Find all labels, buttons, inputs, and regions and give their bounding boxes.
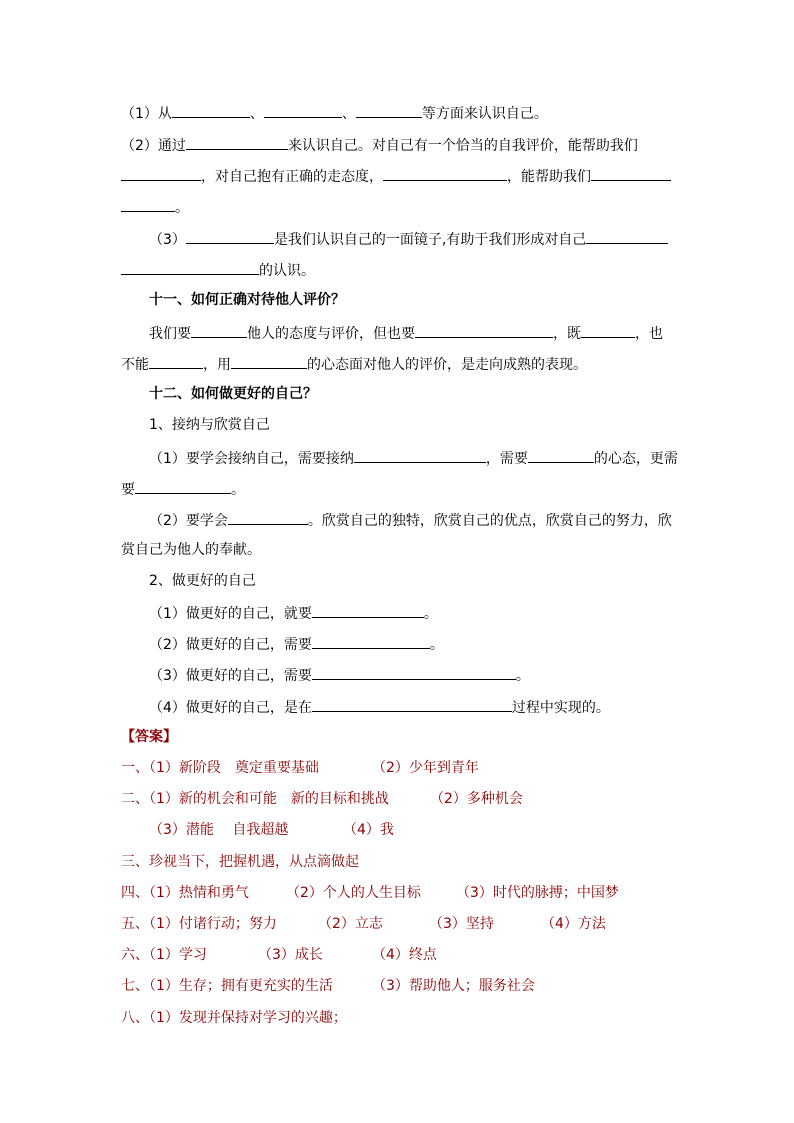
q12-1-2-line2: 赏自己为他人的奉献。 [121,542,261,558]
item-number: （4） [149,700,186,716]
answer-line-7 [121,976,535,996]
answer-blank [231,353,307,369]
answer-text: 八、（1）发现并保持对学习的兴趣； [121,1010,347,1026]
text-segment: ，既 [553,326,581,342]
text-segment: 的心态面对他人的评价，是走向成熟的表现。 [307,357,587,373]
answer-blank [121,259,259,275]
q10-2-line3 [121,196,189,216]
text-segment: 做更好的自己，需要 [185,668,312,684]
answer-blank [172,102,250,118]
text-segment: 我们要 [149,326,191,342]
answer-blank [191,322,247,338]
answer-blank [186,134,288,150]
answer-blank [186,228,274,244]
text-segment: 过程中实现的。 [511,700,610,716]
answer-text: 五、（1）付诸行动；努力 [121,916,277,932]
text-segment: 。 [231,482,245,498]
answer-blank [528,447,594,463]
answer-text: （4）方法 [541,916,606,932]
answer-line-1 [121,758,479,778]
answer-blank [312,633,430,649]
answer-text: 六、（1）学习 [121,947,207,963]
text-segment: ，需要 [485,451,528,467]
text-segment: 、 [249,106,264,122]
answer-blank [264,102,342,118]
text-segment: 。 [175,200,189,216]
text-segment: 做更好的自己，是在 [185,700,312,716]
answer-line-3 [121,852,359,872]
answer-line-2 [121,789,523,809]
answer-text: （3）时代的脉搏；中国梦 [456,885,619,901]
answer-text: 一、（1）新阶段 奠定重要基础 [121,760,319,776]
answer-text: （2）少年到青年 [372,760,479,776]
text-segment: ，对自己抱有正确的走态度， [201,169,383,185]
answer-blank [415,322,553,338]
answer-text: 四、（1）热情和勇气 [121,885,249,901]
q10-3-line2 [121,259,315,279]
q12-2-4-line [149,696,610,716]
answer-line-2b [149,820,394,840]
text-segment: 做更好的自己，就要 [185,606,312,622]
text-segment: 要 [121,482,135,498]
answer-text: （3）帮助他人；服务社会 [372,978,535,994]
q12-1-2-line1 [149,509,672,529]
text-segment: 要学会接纳自己，需要接纳 [185,451,354,467]
answer-text: 三、珍视当下，把握机遇，从点滴做起 [121,854,359,870]
section-heading-11: 十一、如何正确对待他人评价？ [149,292,345,308]
text-segment: 等方面来认识自己。 [421,106,548,122]
q12-2-3-line [149,664,530,684]
answer-text: （3）成长 [258,947,323,963]
text-segment: 是我们认识自己的一面镜子,有助于我们形成对自己 [273,232,587,248]
answer-text: （2）多种机会 [430,791,523,807]
answer-blank [121,196,175,212]
answers-title: 【答案】 [121,729,177,745]
text-segment: 。 [423,606,438,622]
text-segment: ，能帮助我们 [507,169,591,185]
item-number: （3） [149,232,186,248]
section-heading-12: 十二、如何做更好的自己？ [149,386,317,402]
text-segment: 他人的态度与评价，但也要 [247,326,415,342]
text-segment: 不能 [121,357,149,373]
q10-3-line1 [149,228,668,248]
text-segment: 通过 [157,138,186,154]
q12-2-2-line [149,633,444,653]
text-segment: ，也 [635,326,663,342]
answer-blank [586,228,668,244]
text-segment: 要学会 [185,513,228,529]
answer-text: 二、（1）新的机会和可能 新的目标和挑战 [121,791,389,807]
q10-1-line [121,102,548,122]
text-segment: 、 [341,106,356,122]
text-segment: 的心态，更需 [593,451,678,467]
item-number: （1） [149,606,186,622]
item-number: （3） [149,668,186,684]
q10-2-line1 [121,134,638,154]
q11-line1 [149,322,663,342]
q10-2-line2 [121,165,671,185]
answer-text: （3）坚持 [429,916,494,932]
answer-line-8 [121,1008,347,1028]
text-segment: 。 [429,637,444,653]
answer-blank [149,353,203,369]
text-segment: 。欣赏自己的独特，欣赏自己的优点，欣赏自己的努力，欣 [307,513,672,529]
item-number: （2） [149,513,186,529]
item-number: （1） [149,451,186,467]
item-number: （2） [121,138,158,154]
answer-line-5 [121,914,606,934]
answer-text: （2）立志 [318,916,383,932]
q12-2-1-line [149,602,438,622]
text-segment: 。 [515,668,530,684]
answer-text: （4）我 [343,822,394,838]
answer-blank [312,602,424,618]
q11-line2 [121,353,587,373]
answer-text: （3）潜能 自我超越 [149,822,289,838]
q12-1-1-line1 [149,447,678,467]
text-segment: 来认识自己。对自己有一个恰当的自我评价，能帮助我们 [287,138,638,154]
answer-blank [121,165,201,181]
answer-blank [383,165,507,181]
item-number: （1） [121,106,158,122]
answer-blank [581,322,635,338]
answer-text: （4）终点 [372,947,437,963]
answer-line-6 [121,945,437,965]
subsection-1-title: 1、接纳与欣赏自己 [149,417,270,433]
answer-blank [356,102,422,118]
text-segment: 做更好的自己，需要 [185,637,312,653]
answer-blank [312,664,516,680]
answer-line-4 [121,883,619,903]
text-segment: 的认识。 [259,263,315,279]
item-number: （2） [149,637,186,653]
subsection-2-title: 2、做更好的自己 [149,573,256,589]
text-segment: ，用 [203,357,231,373]
answer-text: 七、（1）生存；拥有更充实的生活 [121,978,333,994]
q12-1-1-line2 [121,478,245,498]
answer-blank [135,478,231,494]
answer-blank [591,165,671,181]
answer-blank [228,509,308,525]
answer-blank [354,447,486,463]
answer-text: （2）个人的人生目标 [286,885,421,901]
text-segment: 从 [157,106,172,122]
answer-blank [312,696,512,712]
